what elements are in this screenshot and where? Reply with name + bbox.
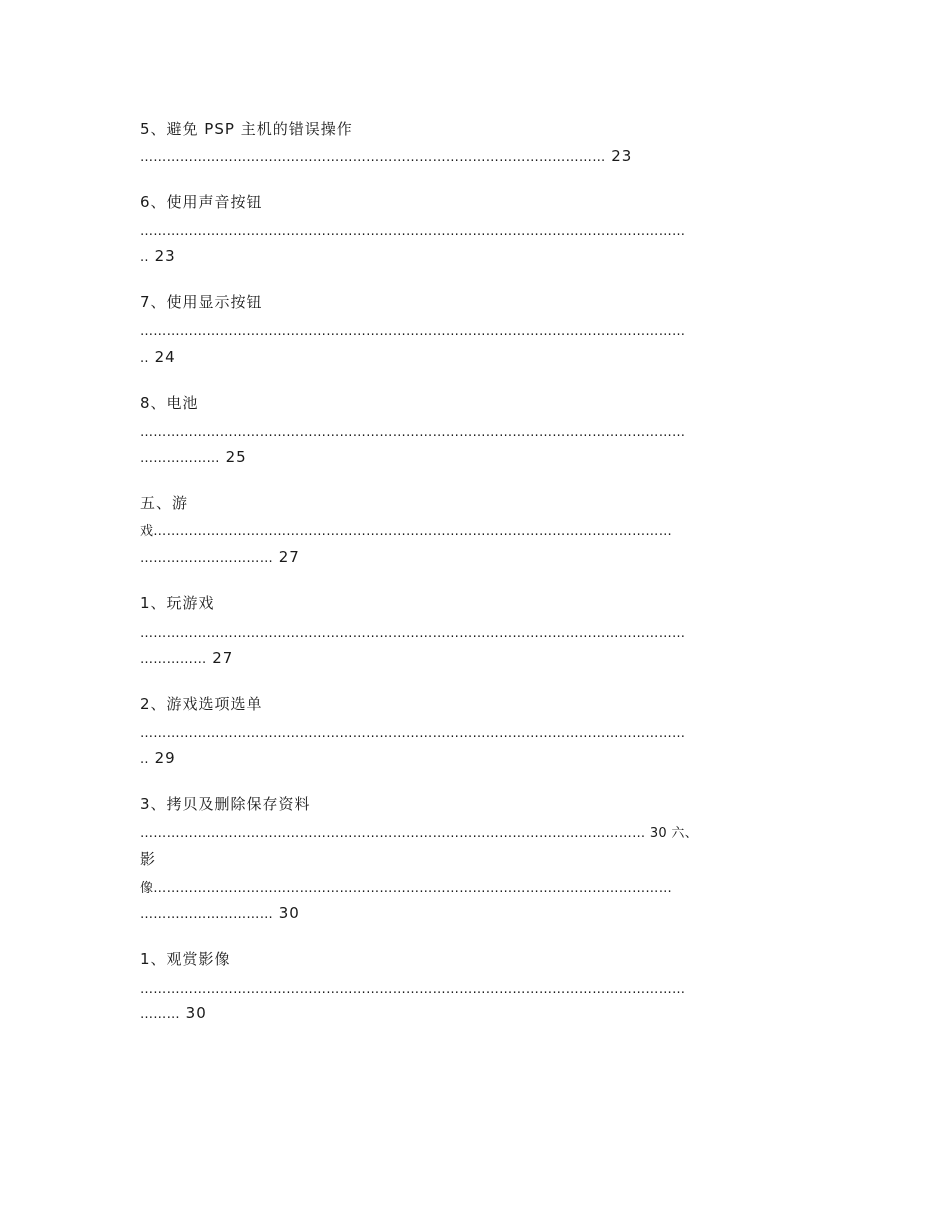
toc-entry-leader: …………………………………………………………………………………………………………… (140, 726, 686, 741)
toc-entry-title: 影 (140, 850, 157, 868)
toc-entry-title: 2、游戏选项选单 (140, 695, 263, 713)
toc-entry-title: 5、避免 PSP 主机的错误操作 (140, 120, 353, 138)
toc-entry-leader: …………………………………………………………………………………………………………… (140, 626, 686, 641)
toc-entry-title: 1、观赏影像 (140, 950, 231, 968)
toc-entry-leader: …………………………………………………………………………………………………… 30 六、 (140, 826, 699, 841)
toc-entry-leader: …………………………………………………………………………………………………………… (140, 224, 686, 239)
toc-entry-title: 五、游 (140, 494, 189, 512)
toc-entry-page: 29 (148, 749, 176, 767)
toc-entry-title: 7、使用显示按钮 (140, 293, 263, 311)
toc-entry-page: 25 (219, 448, 247, 466)
toc-entry-page: 30 (273, 904, 300, 922)
toc-entry-title: 8、电池 (140, 394, 199, 412)
toc-entry-leader-continued: .. 24 (140, 348, 176, 366)
toc-entry-leader-continued: ……………… 25 (140, 448, 247, 466)
toc-entry-leader-continued: ………………………… 30 (140, 904, 300, 922)
toc-entry-title: 3、拷贝及删除保存资料 (140, 795, 311, 813)
toc-entry-leader: …………………………………………………………………………………………………………… (140, 324, 686, 339)
toc-entry-leader: …………………………………………………………………………………………… 23 (140, 147, 633, 165)
toc-entry-page: 23 (148, 247, 176, 265)
toc-entry-leader: 戏……………………………………………………………………………………………………… (140, 524, 672, 539)
toc-entry-leader: …………………………………………………………………………………………………………… (140, 425, 686, 440)
toc-entry-leader: 像……………………………………………………………………………………………………… (140, 881, 672, 896)
toc-entry-title: 1、玩游戏 (140, 594, 215, 612)
toc-entry-page: 23 (605, 147, 633, 165)
toc-entry-page: 27 (206, 649, 234, 667)
toc-entry-leader-continued: ……… 30 (140, 1004, 207, 1022)
toc-entry-leader: …………………………………………………………………………………………………………… (140, 982, 686, 997)
toc-entry-page: 30 (179, 1004, 207, 1022)
toc-entry-title: 6、使用声音按钮 (140, 193, 263, 211)
toc-entry-leader-continued: .. 29 (140, 749, 176, 767)
toc-entry-leader-continued: .. 23 (140, 247, 176, 265)
toc-entry-page: 27 (273, 548, 300, 566)
toc-entry-leader-continued: …………… 27 (140, 649, 234, 667)
toc-entry-page: 24 (148, 348, 176, 366)
toc-entry-leader-continued: ………………………… 27 (140, 548, 300, 566)
